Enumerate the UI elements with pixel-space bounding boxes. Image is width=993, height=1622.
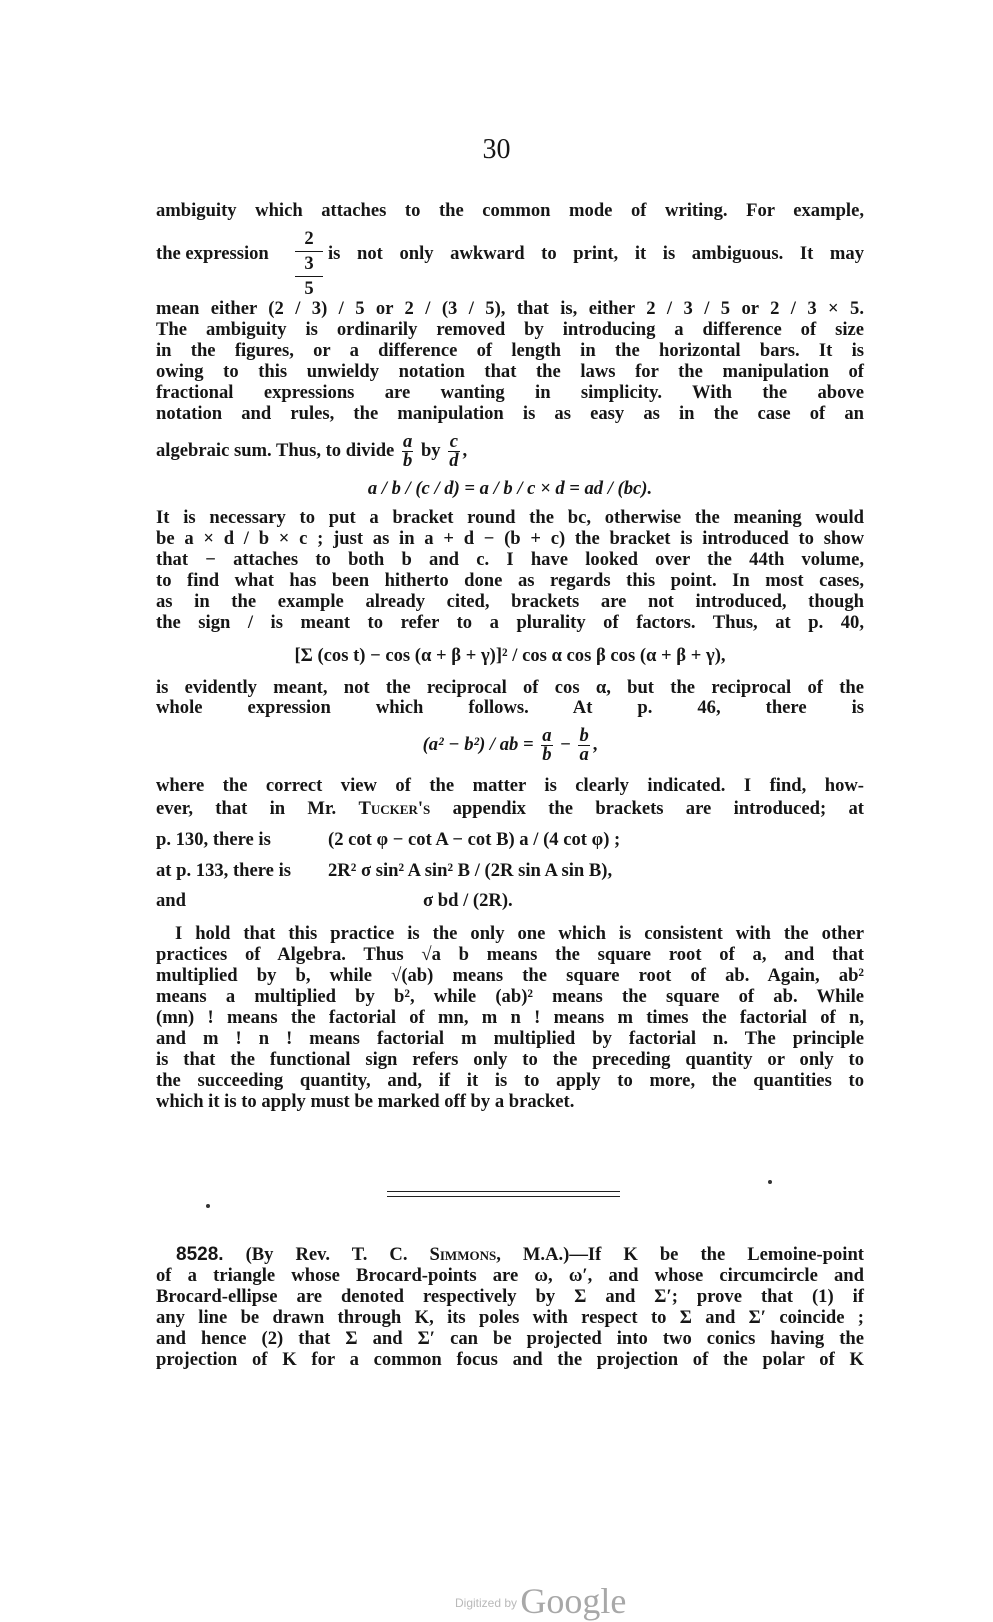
text-line: owing to this unwieldy notation that the laws for the manipulation of: [156, 361, 864, 382]
equation: [156, 478, 864, 500]
text-line: multiplied by b, while √(ab) means the square root of ab. Again, ab²: [156, 965, 864, 986]
text-line: and m ! n ! means factorial m multiplied by factorial n. The principle: [156, 1028, 864, 1049]
text-line: which it is to apply must be marked off by a bracket.: [156, 1091, 575, 1112]
speck: [768, 1180, 772, 1184]
operator: ,: [592, 733, 598, 755]
text-line: of a triangle whose Brocard-points are ω, ω′, and whose circumcircle and: [156, 1265, 864, 1286]
text-line: is not only awkward to print, it is ambiguous. It may: [328, 243, 864, 264]
text-line: projection of K for a common focus and the projection of the polar of K: [156, 1349, 864, 1370]
denominator: d: [449, 450, 459, 471]
text-run: at p. 133, there is: [156, 860, 291, 881]
text-line: is that the functional sign refers only to the preceding quantity or only to: [156, 1049, 864, 1070]
equation-text: a / b / (c / d) = a / b / c × d = ad / (bc).: [367, 478, 653, 499]
text-run: (By Rev. T. C.: [245, 1244, 408, 1265]
text-run: appendix the brackets are introduced; at: [452, 798, 864, 819]
text-line: means a multiplied by b², while (ab)² means the square of ab. While: [156, 986, 864, 1007]
text-line: any line be drawn through K, its poles with respect to Σ and Σ′ coincide ;: [156, 1307, 864, 1328]
text-run: and: [156, 890, 186, 911]
text-line: mean either (2 / 3) / 5 or 2 / (3 / 5), that is, either 2 / 3 / 5 or 2 / 3 × 5.: [156, 298, 864, 319]
text-line: in the figures, or a difference of length in the horizontal bars. It is: [156, 340, 864, 361]
section-divider: [387, 1196, 620, 1197]
text-line: fractional expressions are wanting in simplicity. With the above: [156, 382, 864, 403]
numerator: a: [402, 431, 413, 452]
text-line: to find what has been hitherto done as regards this point. In most cases,: [156, 570, 864, 591]
author-name: Tucker's: [358, 798, 431, 819]
text-line: the sign / is meant to refer to a plurality of factors. Thus, at p. 40,: [156, 612, 864, 633]
fraction: [448, 433, 459, 470]
text-line: ambiguity which attaches to the common mode of writing. For example,: [156, 200, 864, 221]
text-line: I hold that this practice is the only one which is consistent with the other: [175, 923, 864, 944]
stacked-fraction: [295, 228, 323, 300]
text-run: algebraic sum. Thus, to divide: [156, 439, 395, 461]
text-line: that − attaches to both b and c. I have looked over the 44th volume,: [156, 549, 864, 570]
text-run: the expression: [156, 243, 269, 264]
text-run: by: [420, 439, 441, 461]
fraction-top: 2: [304, 228, 314, 249]
google-logo: Google: [520, 1581, 627, 1621]
fraction: [578, 727, 589, 764]
text-line: be a × d / b × c ; just as in a + d − (b + c) the bracket is introduced to show: [156, 528, 864, 549]
page-number: 30: [482, 134, 511, 165]
text-line: practices of Algebra. Thus √a b means the square root of a, and that: [156, 944, 864, 965]
text-line: notation and rules, the manipulation is as easy as in the case of an: [156, 403, 864, 424]
text-line: [156, 798, 864, 820]
text-line: is evidently meant, not the reciprocal of cos α, but the reciprocal of the: [156, 677, 864, 698]
text-run: , M.A.)—If K be the Lemoine-point: [496, 1244, 864, 1265]
equation: 2R² σ sin² A sin² B / (2R sin A sin B),: [328, 860, 613, 881]
author-name: Simmons: [429, 1244, 497, 1265]
text-line: (mn) ! means the factorial of mn, m n ! means m times the factorial of n,: [156, 1007, 864, 1028]
fraction: [402, 433, 413, 470]
operator: −: [560, 733, 571, 755]
problem-number: 8528.: [176, 1244, 224, 1265]
watermark-prefix: Digitized by: [455, 1596, 518, 1610]
text-line: where the correct view of the matter is clearly indicated. I find, how-: [156, 775, 864, 796]
equation: [156, 727, 864, 764]
text-line: and hence (2) that Σ and Σ′ can be projected into two conics having the: [156, 1328, 864, 1349]
fraction-middle: 3: [304, 253, 314, 274]
numerator: c: [449, 431, 459, 452]
fraction-bottom: 5: [304, 278, 314, 299]
text-line: [156, 433, 864, 470]
text-run: ever, that in Mr.: [156, 798, 337, 819]
text-run: p. 130, there is: [156, 829, 271, 850]
text-line: [176, 1244, 864, 1266]
numerator: b: [579, 725, 589, 746]
denominator: a: [579, 744, 589, 765]
equation: (2 cot φ − cot A − cot B) a / (4 cot φ) ;: [328, 829, 621, 850]
text-run: ,: [462, 439, 468, 461]
text-line: It is necessary to put a bracket round the bc, otherwise the meaning would: [156, 507, 864, 528]
equation: [Σ (cos t) − cos (α + β + γ)]² / cos α cos β cos (α + β + γ),: [294, 645, 726, 666]
text-line: Brocard-ellipse are denoted respectively by Σ and Σ′; prove that (1) if: [156, 1286, 864, 1307]
text-line: The ambiguity is ordinarily removed by introducing a difference of size: [156, 319, 864, 340]
denominator: b: [402, 450, 413, 471]
text-line: whole expression which follows. At p. 46, there is: [156, 697, 864, 718]
text-line: the succeeding quantity, and, if it is to apply to more, the quantities to: [156, 1070, 864, 1091]
numerator: a: [542, 725, 552, 746]
speck: [206, 1204, 210, 1208]
fraction: [541, 727, 552, 764]
section-divider: [387, 1191, 620, 1192]
text-line: as in the example already cited, brackets are not introduced, though: [156, 591, 864, 612]
equation: σ bd / (2R).: [423, 890, 513, 911]
equation-text: (a² − b²) / ab =: [422, 733, 534, 755]
denominator: b: [542, 744, 552, 765]
